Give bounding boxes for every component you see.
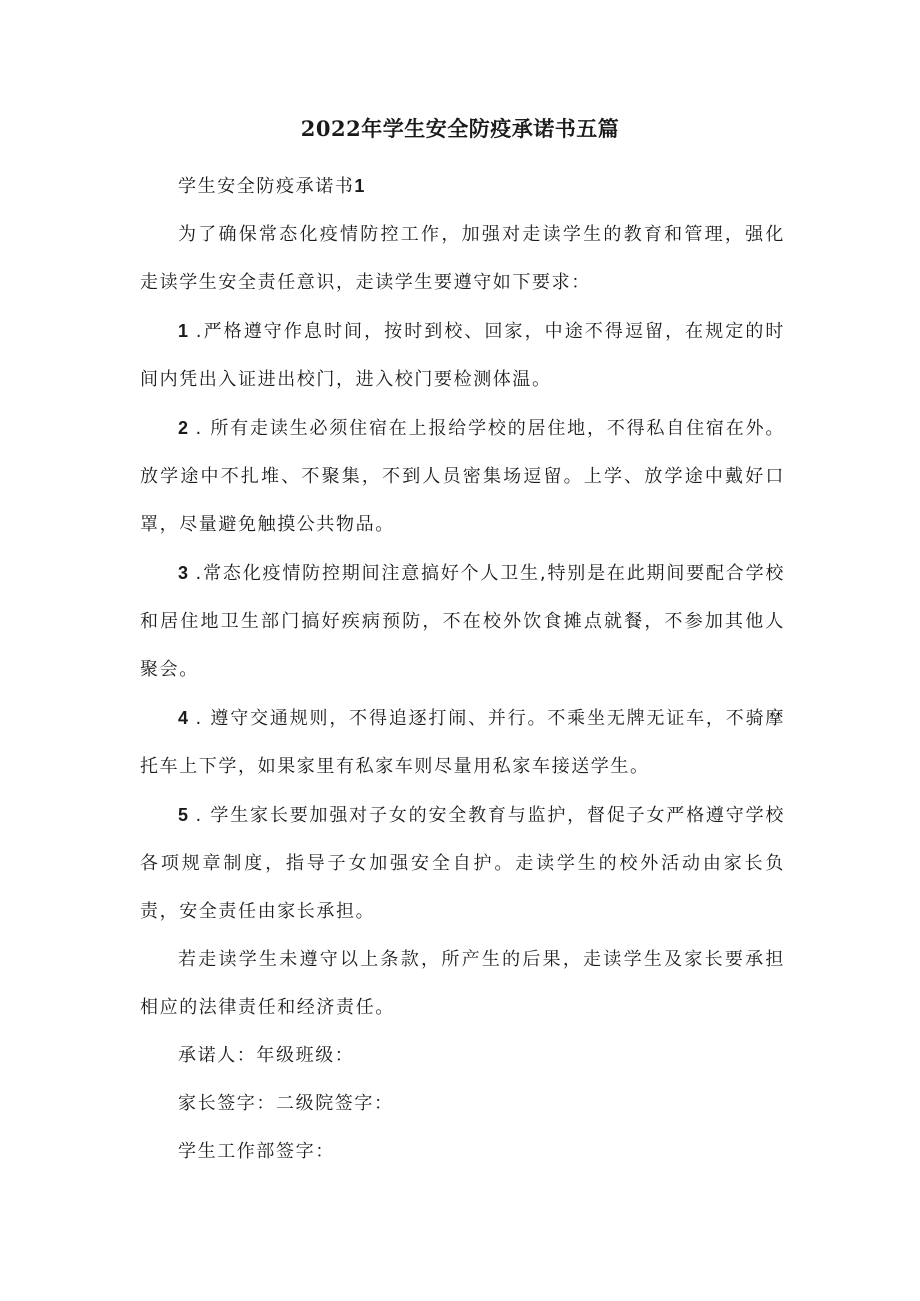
requirement-item [140,307,785,404]
item-number: 3 [178,563,189,583]
item-number: 4 [178,708,189,728]
signature-promisor: 承诺人：年级班级： [178,1045,355,1066]
signature-student-affairs: 学生工作部签字： [178,1141,335,1162]
item-text: .常态化疫情防控期间注意搞好个人卫生,特别是在此期间要配合学校和居住地卫生部门搞好疾病预防，不在校外饮食摊点就餐，不参加其他人聚会。 [140,563,785,680]
document-body [140,162,785,1176]
requirement-item [140,791,785,936]
item-number: 1 [178,321,189,341]
subtitle-number: 1 [354,176,365,196]
item-text: .严格遵守作息时间，按时到校、回家，中途不得逗留，在规定的时间内凭出入证进出校门，进入校门要检测体温。 [140,321,785,390]
closing-paragraph: 若走读学生未遵守以上条款，所产生的后果，走读学生及家长要承担相应的法律责任和经济责任。 [140,949,785,1018]
requirement-item [140,404,785,549]
intro-paragraph: 为了确保常态化疫情防控工作，加强对走读学生的教育和管理，强化走读学生安全责任意识，走读学生要遵守如下要求： [140,224,785,293]
item-number: 5 [178,805,189,825]
item-text: . 所有走读生必须住宿在上报给学校的居住地，不得私自住宿在外。放学途中不扎堆、不聚集，不到人员密集场逗留。上学、放学途中戴好口罩，尽量避免触摸公共物品。 [140,418,785,535]
section-subtitle [140,162,785,211]
requirement-item [140,694,785,791]
document-title: 2022年学生安全防疫承诺书五篇 [300,116,620,141]
item-text: . 学生家长要加强对子女的安全教育与监护，督促子女严格遵守学校各项规章制度，指导子女加强安全自护。走读学生的校外活动由家长负责，安全责任由家长承担。 [140,805,785,922]
requirement-item [140,549,785,694]
signature-parent: 家长签字：二级院签字： [178,1093,394,1114]
item-number: 2 [178,418,189,438]
subtitle-text: 学生安全防疫承诺书 [178,176,355,197]
item-text: . 遵守交通规则，不得追逐打闹、并行。不乘坐无牌无证车，不骑摩托车上下学，如果家里有私家车则尽量用私家车接送学生。 [140,708,785,777]
